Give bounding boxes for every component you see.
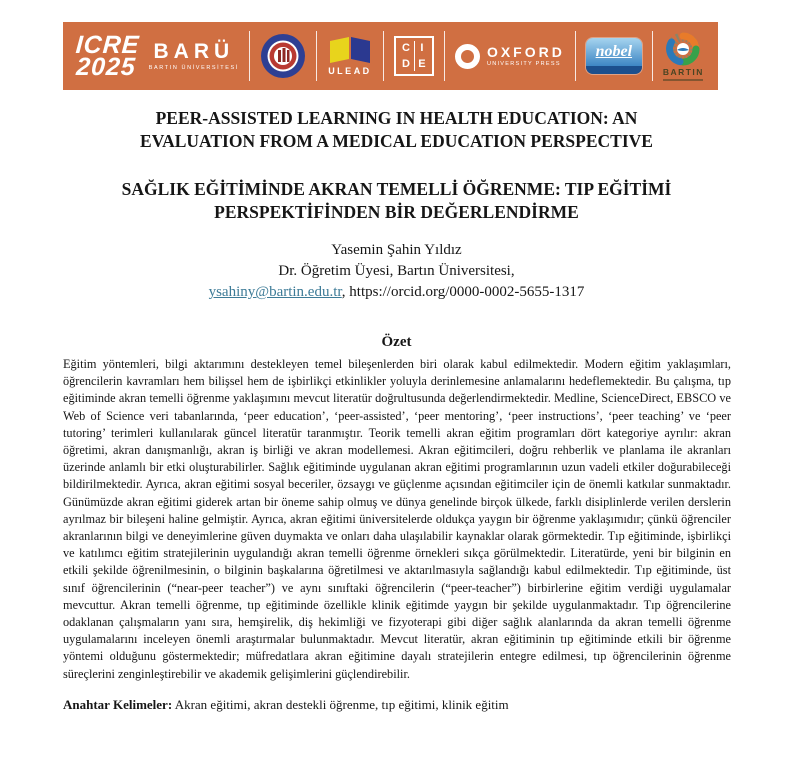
cide-logo <box>394 36 434 76</box>
cide-box-icon <box>394 36 434 76</box>
cide-letter-d: D <box>401 57 410 70</box>
paper-title-turkish-line1: SAĞLIK EĞİTİMİNDE AKRAN TEMELLİ ÖĞRENME: TIP EĞİTİMİ <box>121 179 672 199</box>
banner-divider <box>249 31 250 81</box>
nobel-label: nobel <box>595 43 633 60</box>
oxford-subtitle: UNIVERSITY PRESS <box>486 61 561 67</box>
keywords-text: Akran eğitimi, akran destekli öğrenme, tıp eğitimi, klinik eğitim <box>172 696 509 712</box>
cide-letter-i: I <box>420 41 424 54</box>
abstract-heading: Özet <box>381 334 412 350</box>
banner-divider <box>316 31 317 81</box>
icre-line2: 2025 <box>75 53 137 81</box>
nobel-strip <box>586 66 642 74</box>
author-block <box>0 240 793 303</box>
banner-divider <box>652 31 653 81</box>
oxford-press-logo <box>455 44 565 69</box>
paper-title-english-line2: EVALUATION FROM A MEDICAL EDUCATION PERSPECTIVE <box>140 131 653 151</box>
bartin-label: BARTIN <box>662 66 704 77</box>
orcid-text: , https://orcid.org/0000-0002-5655-1317 <box>341 284 585 300</box>
paper-title-turkish <box>0 178 793 224</box>
keywords-label: Anahtar Kelimeler: <box>63 696 173 712</box>
nobel-box-icon <box>586 38 642 74</box>
bartin-sub-line <box>663 79 703 81</box>
baru-subtitle: BARTIN ÜNİVERSİTESİ <box>148 64 239 71</box>
ulead-logo <box>327 36 373 76</box>
banner-divider <box>575 31 576 81</box>
icre-2025-logo <box>74 31 141 81</box>
icre-line1: ICRE <box>74 31 141 59</box>
baru-logo <box>148 39 239 71</box>
university-seal-logo <box>260 33 306 79</box>
abstract-text: Eğitim yöntemleri, bilgi aktarımını destekleyen temel bileşenlerden biri olarak kabul edilmektedir. Modern eğitim yaklaşımları, öğrencilerin kavramları hem bilişsel hem de işbirlikçi etkinlikler yoluyla derinlemesine anlamalarını hedeflemektedir. Bu çalışma, tıp eğitiminde akran temelli öğrenme yaklaşımını mevcut literatür doğrultusunda değerlendirmektedir. Medline, ScienceDirect, EBSCO ve Web of Science veri tabanlarında, ‘peer education’, ‘peer-assisted’, ‘peer mentoring’, ‘peer instructions’, ‘peer teaching’ ve ‘peer tutoring’ terimleri kullanılarak güncel literatür taranmıştır. Teorik temelli akran eğitim programları dört kategoriye ayrılır: akran öğretimi, akran danışmanlığı, akran iş birliği ve akran modellemesi. Akran eğitimcileri, doğru rehberlik ve planlama ile akranları üzerinde anlamlı bir etki oluşturabilirler. Sağlık eğitiminde uygulanan akran eğitimi programlarının uzun vadeli etkiler doğurabileceği bildirilmektedir. Ayrıca, akran eğitimi sosyal beceriler, özsaygı ve güçlenme açısından eğitimciler için de önemli katkılar sunmaktadır. Günümüzde akran eğitimi giderek artan bir öneme sahip olmuş ve dünya genelinde birçok ülkede, farklı disiplinlerde verilen derslerin ayrılmaz bir bileşeni haline gelmiştir. Ayrıca, akran eğitimi üniversitelerde oldukça yaygın bir öğrenme yaklaşımıdır; çünkü öğrenciler akranlarının bilgi ve deneyimlerine güven duymakta ve onları daha ulaşılabilir kaynaklar olarak görmektedir. Tıp eğitiminde, işbirlikçi ve katılımcı eğitim stratejilerinin uygulandığı akran temelli öğrenme örnekleri sıkça görülmektedir. Literatürde, yeni bir bilginin en etkili şekilde öğrenilmesinin, o bilginin başkalarına öğretilmesi ve aktarılmasıyla sağlandığı kabul edilmektedir. Tıp eğitiminde, üst sınıf öğrencilerinin (“near-peer teacher”) ve aynı sınıftaki öğrencilerin (“peer-teacher”) birbirlerine eğitim verdiği uygulamalar mevcuttur. Akran temelli öğrenme, tıp eğitiminde özellikle klinik eğitimde yaygın bir şekilde uygulanmaktadır. Tıp öğrencilerine odaklanan çalışmaların yanı sıra, hemşirelik, diş hekimliği ve fizyoterapi gibi diğer sağlık alanlarında da akran temelli öğrenme uygulamalarını inceleyen önemli araştırmalar bulunmaktadır. Mevcut literatür, akran eğitiminin tıp eğitiminde etkili bir öğrenme yöntemi olduğunu göstermektedir; müfredatlara akran eğitimine dayalı stratejilerin entegre edilmesi, tıp öğrencilerinin öğrenme süreçlerini zenginleştirebilir ve akademik gelişimlerini güçlendirebilir. <box>63 357 731 681</box>
cide-letter-c: C <box>401 41 410 54</box>
banner-divider <box>383 31 384 81</box>
bartin-swirl-icon <box>666 32 700 66</box>
oxford-name: OXFORD <box>486 44 565 60</box>
paper-title-turkish-line2: PERSPEKTİFİNDEN BİR DEĞERLENDİRME <box>214 202 579 222</box>
paper-title-english <box>0 107 793 153</box>
icre-logo-text <box>73 31 141 81</box>
nobel-logo <box>586 38 642 74</box>
oxford-ring-icon <box>455 44 480 69</box>
cide-letter-e: E <box>418 57 426 70</box>
conference-banner <box>63 22 718 90</box>
baru-name: BARÜ <box>153 39 235 63</box>
email-link[interactable]: ysahiny@bartin.edu.tr <box>208 284 342 300</box>
author-affiliation: Dr. Öğretim Üyesi, Bartın Üniversitesi, <box>278 263 515 279</box>
keywords-line <box>63 696 731 713</box>
open-book-icon <box>327 36 373 64</box>
university-seal-icon <box>260 33 306 79</box>
ulead-label: ULEAD <box>328 66 372 76</box>
bartin-city-logo <box>663 32 704 81</box>
author-contact-line <box>0 282 793 303</box>
paper-title-english-line1: PEER-ASSISTED LEARNING IN HEALTH EDUCATION: AN <box>155 108 638 128</box>
author-name: Yasemin Şahin Yıldız <box>331 242 462 258</box>
banner-divider <box>444 31 445 81</box>
